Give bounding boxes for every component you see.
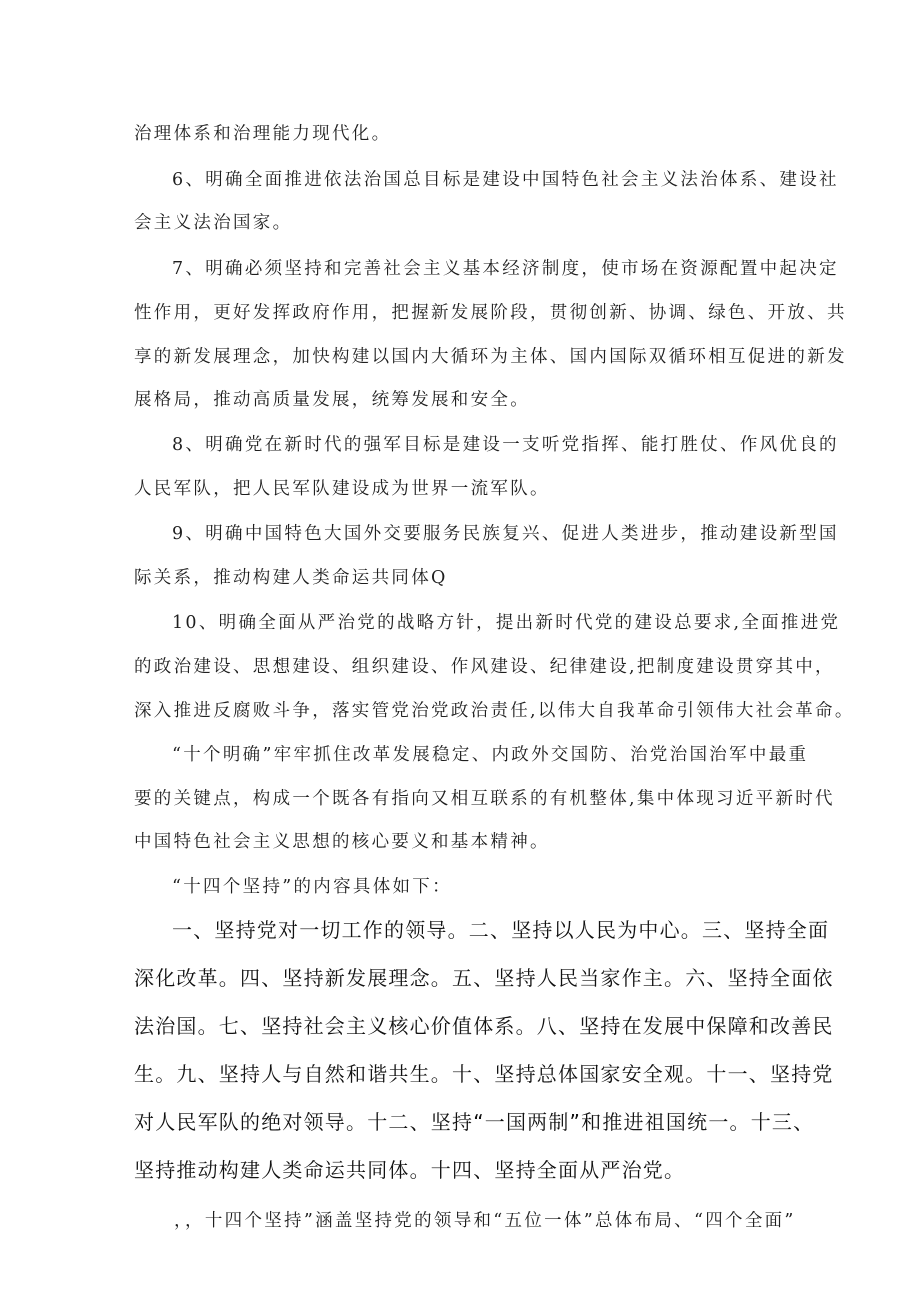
text-line: 会主义法治国家。 (134, 213, 293, 233)
text-line: 性作用，更好发挥政府作用，把握新发展阶段，贯彻创新、协调、绿色、开放、共 (134, 303, 847, 323)
text-line: 深入推进反腐败斗争，落实管党治党政治责任,以伟大自我革命引领伟大社会革命。 (134, 701, 855, 721)
text-line: 的政治建设、思想建设、组织建设、作风建设、纪律建设,把制度建设贯穿其中， (134, 657, 835, 677)
text-line: 9、明确中国特色大国外交要服务民族复兴、促进人类进步，推动建设新型国 (172, 524, 839, 544)
text-line: “十个明确”牢牢抓住改革发展稳定、内政外交国防、治党治国治军中最重 (172, 745, 809, 765)
text-line: 治理体系和治理能力现代化。 (134, 124, 392, 144)
text-line: ，，十四个坚持”涵盖坚持党的领导和“五位一体”总体布局、“四个全面” (174, 1211, 796, 1231)
text-line: 对人民军队的绝对领导。十二、坚持“一国两制”和推进祖国统一。十三、 (134, 1110, 815, 1134)
text-line: “十四个坚持”的内容具体如下： (172, 877, 452, 897)
text-line: 7、明确必须坚持和完善社会主义基本经济制度，使市场在资源配置中起决定 (172, 259, 839, 279)
text-line: 8、明确党在新时代的强军目标是建设一支听党指挥、能打胜仗、作风优良的 (172, 435, 839, 455)
text-line: 10、明确全面从严治党的战略方针，提出新时代党的建设总要求,全面推进党 (172, 613, 841, 633)
text-line: 坚持推动构建人类命运共同体。十四、坚持全面从严治党。 (134, 1158, 686, 1182)
text-line: 人民军队，把人民军队建设成为世界一流军队。 (134, 479, 550, 499)
text-line: 要的关键点，构成一个既各有指向又相互联系的有机整体,集中体现习近平新时代 (134, 789, 835, 809)
text-line: 生。九、坚持人与自然和谐共生。十、坚持总体国家安全观。十一、坚持党 (134, 1062, 834, 1086)
text-line: 深化改革。四、坚持新发展理念。五、坚持人民当家作主。六、坚持全面依 (134, 966, 834, 990)
text-line: 6、明确全面推进依法治国总目标是建设中国特色社会主义法治体系、建设社 (172, 170, 839, 190)
text-line: 中国特色社会主义思想的核心要义和基本精神。 (134, 832, 550, 852)
text-line: 一、坚持党对一切工作的领导。二、坚持以人民为中心。三、坚持全面 (172, 918, 830, 942)
text-line: 享的新发展理念，加快构建以国内大循环为主体、国内国际双循环相互促进的新发 (134, 347, 847, 367)
text-line: 法治国。七、坚持社会主义核心价值体系。八、坚持在发展中保障和改善民 (134, 1014, 834, 1038)
text-line: 展格局，推动高质量发展，统筹发展和安全。 (134, 390, 530, 410)
text-line: 际关系，推动构建人类命运共同体Q (134, 568, 448, 588)
